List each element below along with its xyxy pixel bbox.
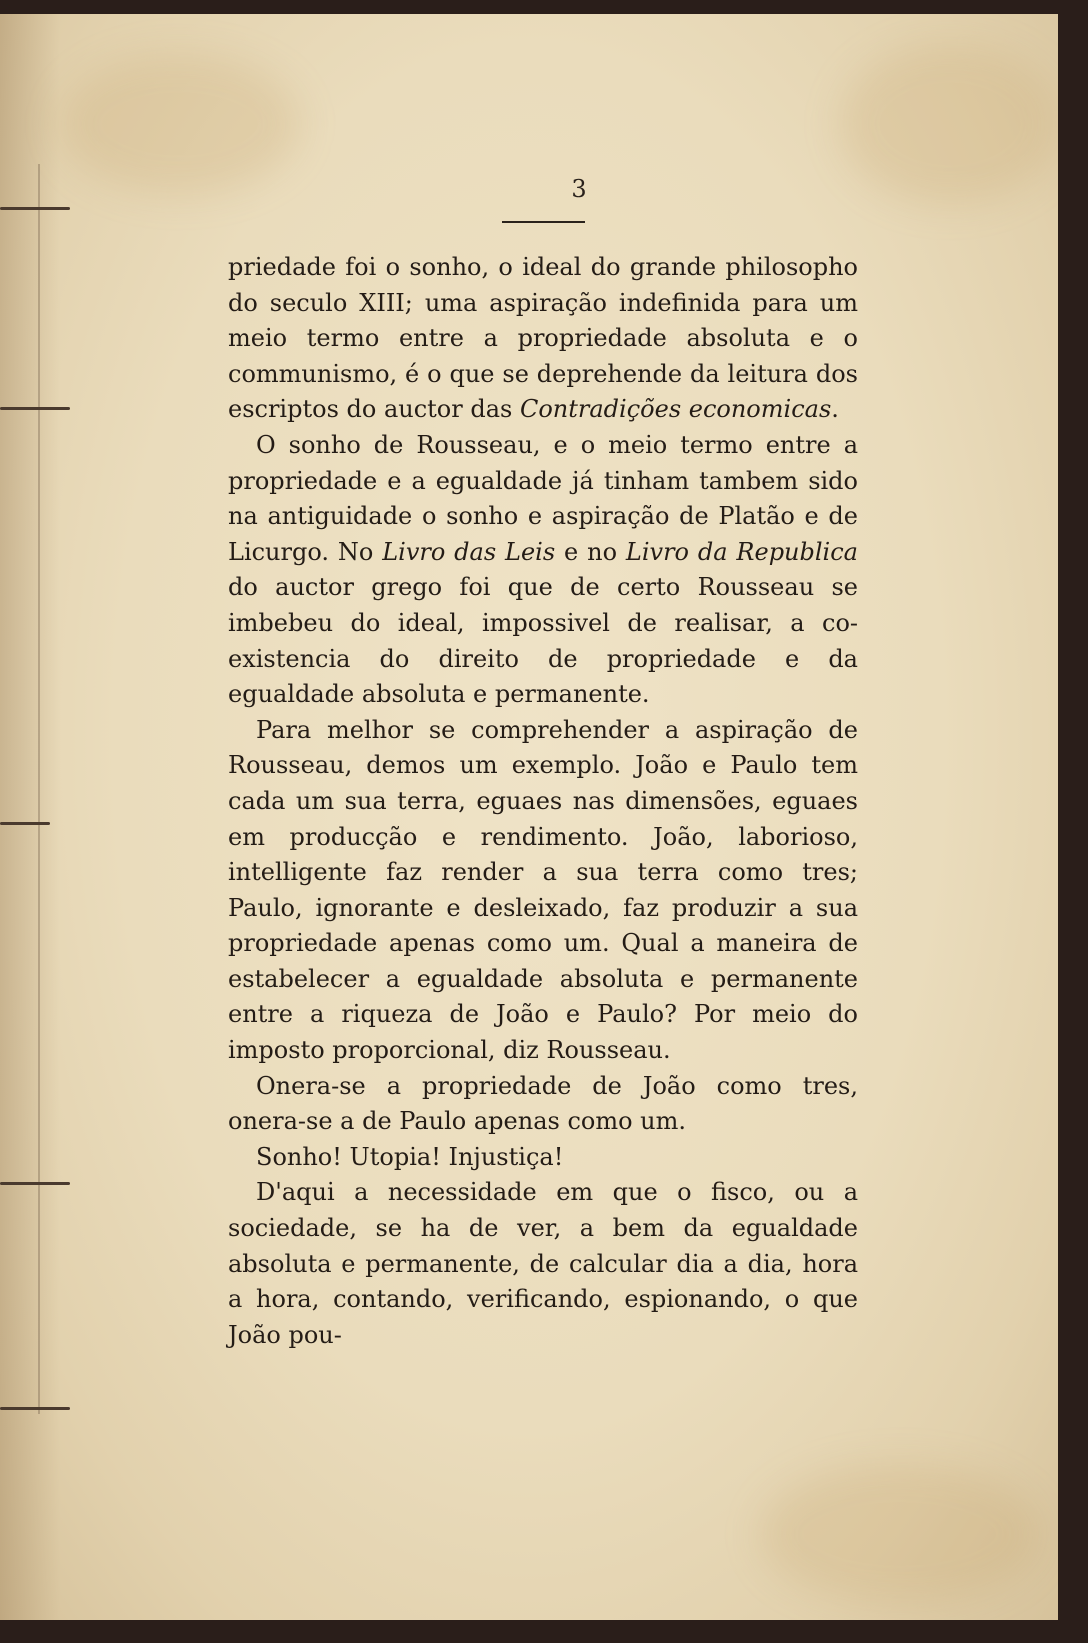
paragraph (228, 250, 858, 428)
text-run: . (831, 395, 839, 424)
page-header (0, 175, 1088, 203)
paragraph (228, 428, 858, 713)
text-run: Para melhor se comprehender a aspiração de Rousseau, demos um exemplo. João e Paulo tem cada um sua terra, eguaes nas dimensões, eguaes em producção e rendimento. João, laborioso, intelligente faz render a sua terra como tres; Paulo, ignorante e desleixado, faz produzir a sua propriedade apenas como um. Qual a maneira de estabelecer a egualdade absoluta e permanente entre a riqueza de João e Paulo? Por meio do imposto proporcional, diz Rousseau. (228, 715, 858, 1065)
text-run: do auctor grego foi que de certo Rousseau se imbebeu do ideal, impossivel de realisar, a co-existencia do direito de propriedade e da egualdade absoluta e permanente. (228, 573, 858, 709)
text-run: priedade foi o sonho, o ideal do grande philosopho do seculo XIII; uma aspiração indefinida para um meio termo entre a propriedade absoluta e o communismo, é o que se deprehende da leitura dos escriptos do auctor das (228, 253, 858, 424)
binding-stitch (0, 1182, 70, 1185)
page-number: 3 (571, 175, 587, 203)
header-rule (502, 221, 585, 223)
italic-title: Livro da Republica (625, 537, 858, 566)
italic-title: Livro das Leis (382, 537, 556, 566)
text-run: D'aqui a necessidade em que o fisco, ou a sociedade, se ha de ver, a bem da egualdade absoluta e permanente, de calcular dia a dia, hora a hora, contando, verificando, espionando, o que João pou- (228, 1178, 858, 1349)
text-run: O sonho de Rousseau, e o meio termo entre a propriedade e a egualdade já tinham tambem sido na antiguidade o sonho e aspiração de Platão e de Licurgo. No (228, 430, 858, 566)
paragraph (228, 1069, 858, 1140)
binding-stitch (0, 207, 70, 210)
binding-stitch (0, 407, 70, 410)
text-run: Sonho! Utopia! Injustiça! (256, 1142, 564, 1171)
text-run: Onera-se a propriedade de João como tres, onera-se a de Paulo apenas como um. (228, 1071, 858, 1136)
paragraph (228, 1140, 858, 1176)
binding-stitch (0, 822, 50, 825)
italic-title: Contradições economicas (519, 395, 832, 424)
body-text (228, 250, 858, 1353)
binding-stitch (0, 1407, 70, 1410)
paragraph (228, 713, 858, 1069)
binding-sewing-line (38, 164, 40, 1414)
paragraph (228, 1175, 858, 1353)
text-run: e no (555, 537, 626, 566)
paper-stain (60, 54, 300, 194)
spine-shadow (0, 14, 60, 1620)
paper-stain (760, 1464, 1040, 1604)
